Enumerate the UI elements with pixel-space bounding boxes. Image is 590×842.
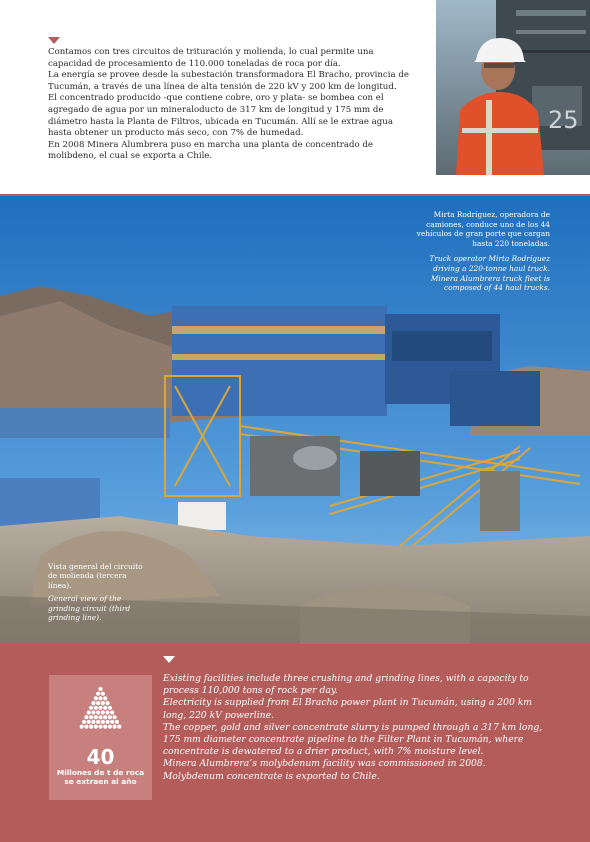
rock-dot [117,725,121,729]
rock-dot [91,701,95,705]
rock-dot [113,725,117,729]
rock-dot [87,710,91,714]
en-paragraph: Electricity is supplied from El Bracho power plant in Tucumán, using a 200 km long, 220 kV powerline. [163,697,532,721]
grinding-circuit-caption [48,562,148,622]
rock-dot [105,710,109,714]
es-paragraph: La energía se provee desde la subestación transformadora El Bracho, provincia de Tucumán, a través de una línea de alta tensión de 220 kV y 200 km de longitud. [48,70,409,92]
rock-dot [108,715,112,719]
rock-dot [108,706,112,710]
rock-dot [110,710,114,714]
rock-dot [96,710,100,714]
rock-dot [84,715,88,719]
rock-dot [89,706,93,710]
en-paragraph: Existing facilities include three crushing and grinding lines, with a capacity to process 110,000 tons of rock per day. [163,673,529,697]
english-body-text [163,673,548,783]
rock-dot [101,701,105,705]
en-paragraph: Minera Alumbrera’s molybdenum facility was commissioned in 2008. Molybdenum concentrate is exported to Chile. [163,758,486,782]
rock-pile-icon [49,675,152,745]
truck-operator-caption [410,210,550,293]
rock-dot [80,725,84,729]
rock-dot [82,720,86,724]
rock-dot [103,696,107,700]
stat-label: Millones de t de roca se extraen al año [56,768,145,787]
rock-dot [101,710,105,714]
spanish-body-text [48,47,418,163]
es-paragraph: Contamos con tres circuitos de trituración y molienda, lo cual permite una capacidad de procesamiento de 110.000 toneladas de roca por día. [48,47,374,69]
rock-dot [101,720,105,724]
rock-dot [96,692,100,696]
rock-dot [91,720,95,724]
rock-dot [98,715,102,719]
rock-dot [94,715,98,719]
english-section [0,644,590,842]
rock-dot [110,720,114,724]
rock-dot [96,720,100,724]
rock-dot [105,720,109,724]
rock-dot [96,701,100,705]
rock-dot [94,706,98,710]
en-paragraph: The copper, gold and silver concentrate slurry is pumped through a 317 km long, 175 mm diameter concentrate pipeline to the Filter Plant in Tucumán, where concentrate is dewatered to a drier product, with 7% moisture level. [163,721,543,758]
rock-dot [94,725,98,729]
rock-dot [103,706,107,710]
es-paragraph: En 2008 Minera Alumbrera puso en marcha una planta de concentrado de molibdeno, el cual se exporta a Chile. [48,139,373,162]
rock-dot [89,715,93,719]
section-marker [48,37,60,44]
stat-value: 40 [86,745,115,769]
rock-dot [89,725,93,729]
truck-operator-photo [436,0,590,175]
rock-dot [108,725,112,729]
es-paragraph: El concentrado producido -que contiene cobre, oro y plata- se bombea con el agregado de agua por un mineraloducto de 317 km de longitud y 175 mm de diámetro hasta la Planta de Filtros, ubicada en Tucumán. Allí se le extrae agua hasta obtener un producto más seco, con 7% de humedad. [48,93,393,139]
grinding-circuit-photo [0,196,590,644]
rock-dot [101,692,105,696]
caption-spanish: Mirta Rodríguez, operadora de camiones, conduce uno de los 44 vehículos de gran porte que cargan hasta 220 toneladas. [416,210,550,248]
rock-dot [105,701,109,705]
truck-operator-illustration [436,0,590,175]
caption-english: Truck operator Mirta Rodríguez driving a 220-tonne haul truck. Minera Alumbrera truck fleet is composed of 44 haul trucks. [429,254,550,293]
rock-dot [103,725,107,729]
section-marker [163,656,175,663]
rock-dot [103,715,107,719]
rock-dot [113,715,117,719]
stat-box [49,675,152,800]
rock-dot [84,725,88,729]
rock-dot [91,710,95,714]
rock-dot [87,720,91,724]
rock-dot [94,696,98,700]
rock-dot [98,687,102,691]
rock-dot [115,720,119,724]
caption-english: General view of the grinding circuit (third grinding line). [48,594,131,623]
rock-dot [98,696,102,700]
rock-dot [98,725,102,729]
rock-dot [98,706,102,710]
caption-spanish: Vista general del circuito de molienda (tercera línea). [48,562,143,590]
svg-text:25: 25 [548,106,579,134]
